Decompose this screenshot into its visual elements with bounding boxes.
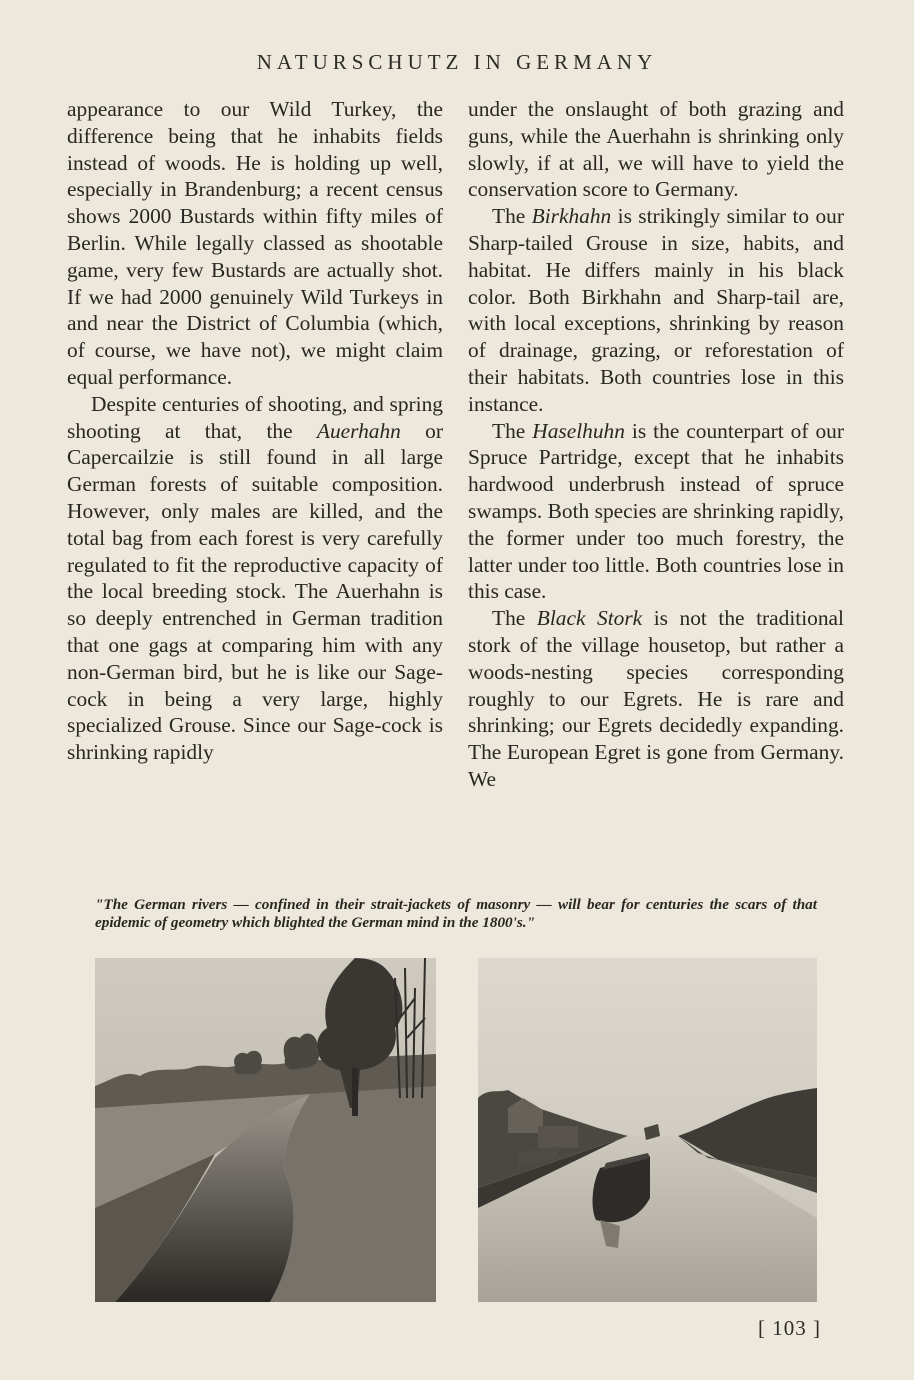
river-canal-photo-left: [95, 958, 436, 1302]
species-name: Haselhuhn: [532, 418, 625, 443]
species-name: Black Stork: [536, 606, 643, 631]
paragraph: The Birkhahn is strikingly similar to our Sharp-tailed Grouse in size, habits, and habitat. He differs mainly in his black color. Both Birkhahn and Sharp-tail are, with local exceptions, shrinking by reason of drainage, grazing, or reforestation of their habitats. Both countries lose in this instance.: [468, 204, 844, 416]
text-column-left: [67, 96, 443, 766]
paragraph: The Black Stork is not the traditional stork of the village housetop, but rather a woods-nesting species corresponding roughly to our Egrets. He is rare and shrinking; our Egrets decidedly expanding. The European Egret is gone from Germany. We: [468, 606, 844, 791]
running-head: NATURSCHUTZ IN GERMANY: [256, 50, 658, 74]
species-name: Auerhahn: [316, 418, 401, 443]
page-number: [ 103 ]: [758, 1316, 821, 1340]
paragraph: Despite centuries of shooting, and spring shooting at that, the Auerhahn or Capercailzie is still found in all large German forests of suitable composition. However, only males are killed, and the total bag from each forest is very carefully regulated to fit the reproductive capacity of the local breeding stock. The Auerhahn is so deeply entrenched in German tradition that one gags at comparing him with any non-German bird, but he is like our Sage-cock in being a very large, highly specialized Grouse. Since our Sage-cock is shrinking rapidly: [67, 391, 443, 765]
paragraph: under the onslaught of both grazing and guns, while the Auerhahn is shrinking only slowly, if at all, we will have to yield the conservation score to Germany.: [468, 97, 844, 202]
figure-caption: "The German rivers — confined in their strait-jackets of masonry — will bear for centuries the scars of that epidemic of geometry which blighted the German mind in the 1800's.": [95, 896, 817, 931]
species-name: Birkhahn: [531, 204, 612, 229]
paragraph: The Haselhuhn is the counterpart of our Spruce Partridge, except that he inhabits hardwood underbrush instead of spruce swamps. Both species are shrinking rapidly, the former under too much forestry, the latter under too little. Both countries lose in this case.: [468, 418, 844, 604]
paragraph: appearance to our Wild Turkey, the difference being that he inhabits fields instead of woods. He is holding up well, especially in Brandenburg; a recent census shows 2000 Bustards within fifty miles of Berlin. While legally classed as shootable game, very few Bustards are actually shot. If we had 2000 genuinely Wild Turkeys in and near the District of Columbia (which, of course, we have not), we might claim equal performance.: [67, 97, 443, 389]
river-canal-photo-right: [478, 958, 817, 1302]
text-column-right: [468, 96, 844, 793]
